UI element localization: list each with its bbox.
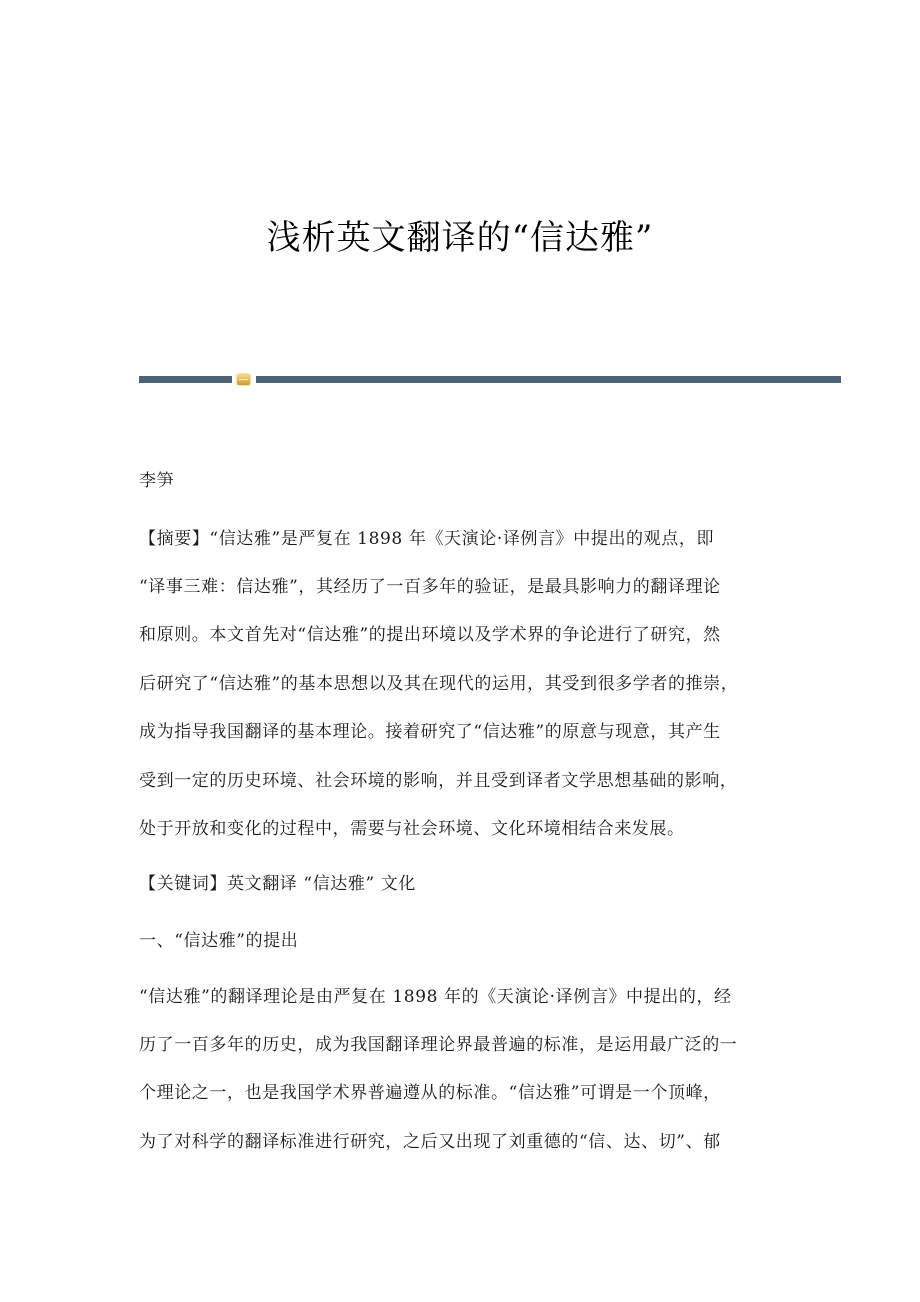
- body-line: 历了一百多年的历史，成为我国翻译理论界最普遍的标准，是运用最广泛的一: [139, 1035, 738, 1055]
- abstract-line: 受到一定的历史环境、社会环境的影响，并且受到译者文学思想基础的影响，: [139, 771, 738, 791]
- body-line: 个理论之一，也是我国学术界普遍遵从的标准。“信达雅”可谓是一个顶峰，: [139, 1083, 721, 1103]
- abstract-line: 【摘要】“信达雅”是严复在 1898 年《天演论·译例言》中提出的观点，即: [139, 529, 715, 549]
- section-heading: 一、“信达雅”的提出: [139, 931, 299, 951]
- abstract-line: 成为指导我国翻译的基本理论。接着研究了“信达雅”的原意与现意，其产生: [139, 722, 721, 742]
- divider-bar-right: [256, 376, 841, 383]
- abstract-line: “译事三难：信达雅”，其经历了一百多年的验证，是最具影响力的翻译理论: [139, 577, 721, 597]
- body-line: 为了对科学的翻译标准进行研究，之后又出现了刘重德的“信、达、切”、郁: [139, 1132, 721, 1152]
- keywords-line: 【关键词】英文翻译 “信达雅” 文化: [139, 874, 416, 894]
- paper-title: 浅析英文翻译的“信达雅”: [266, 218, 654, 258]
- abstract-line: 后研究了“信达雅”的基本思想以及其在现代的运用，其受到很多学者的推崇，: [139, 674, 739, 694]
- abstract-line: 和原则。本文首先对“信达雅”的提出环境以及学术界的争论进行了研究，然: [139, 625, 721, 645]
- body-line: “信达雅”的翻译理论是由严复在 1898 年的《天演论·译例言》中提出的，经: [139, 987, 732, 1007]
- divider-bar-left: [139, 376, 232, 383]
- document-ornament-icon: [237, 374, 250, 385]
- title-divider: [139, 372, 841, 386]
- author-name: 李笋: [139, 471, 175, 491]
- abstract-line: 处于开放和变化的过程中，需要与社会环境、文化环境相结合来发展。: [139, 819, 685, 839]
